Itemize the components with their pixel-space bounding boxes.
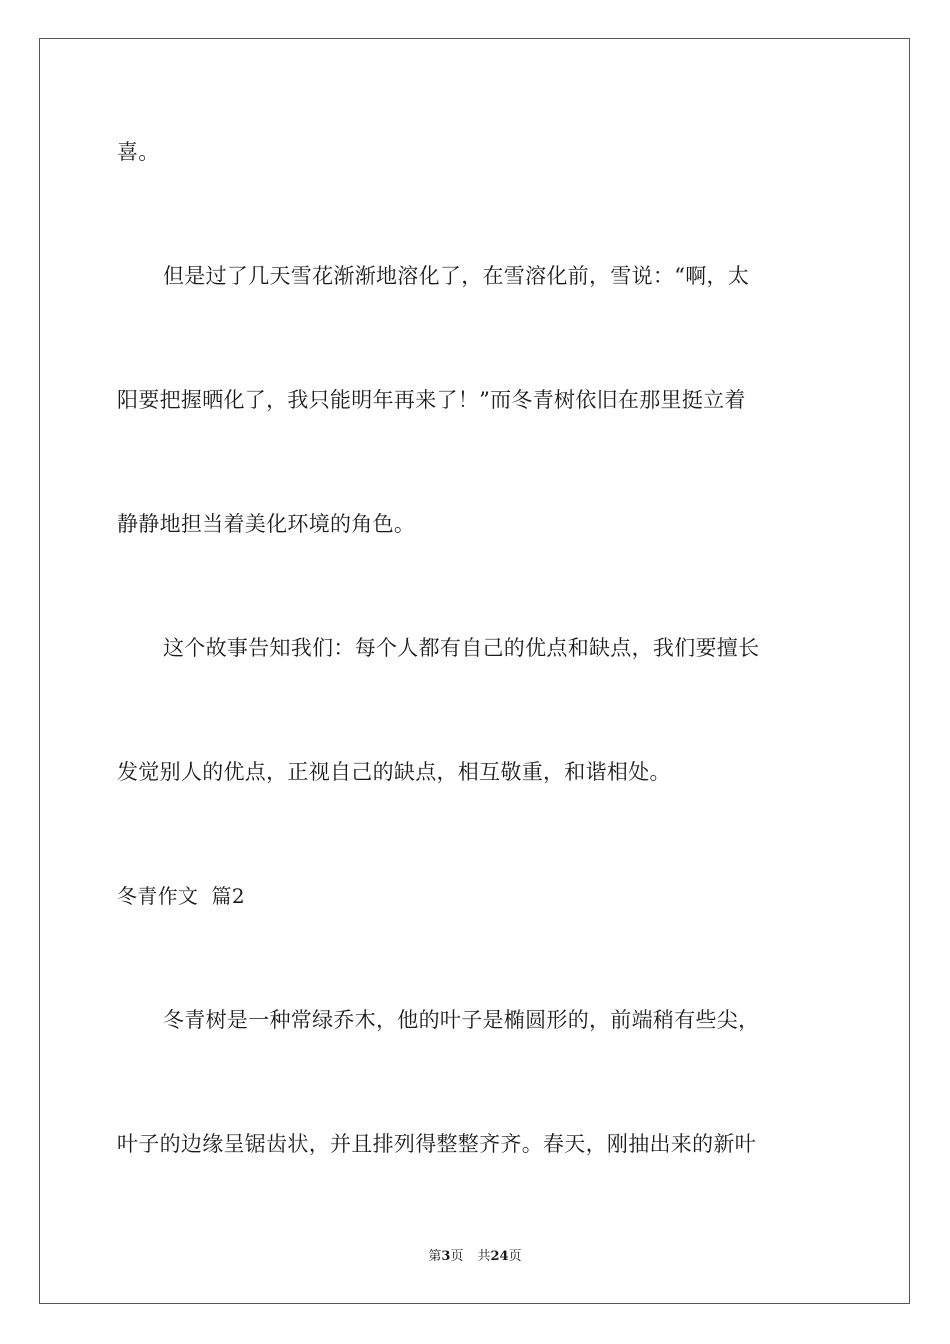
footer-prefix: 第	[428, 1249, 442, 1264]
footer-page-suffix: 页	[450, 1249, 464, 1264]
paragraph-line: 这个故事告知我们：每个人都有自己的优点和缺点，我们要擅长	[163, 636, 760, 660]
current-page-number: 3	[441, 1249, 451, 1264]
paragraph-line: 静静地担当着美化环境的角色。	[117, 512, 416, 536]
paragraph-line: 叶子的边缘呈锯齿状，并且排列得整整齐齐。春天，刚抽出来的新叶	[117, 1132, 756, 1156]
total-pages-number: 24	[490, 1249, 509, 1264]
footer-total-suffix: 页	[508, 1249, 522, 1264]
paragraph-line: 但是过了几天雪花渐渐地溶化了，在雪溶化前，雪说：“啊，太	[163, 264, 750, 288]
page-border	[39, 38, 910, 1304]
section-heading: 冬青作文 篇2	[117, 884, 245, 908]
page-footer	[0, 1248, 950, 1266]
paragraph-line: 发觉别人的优点，正视自己的缺点，相互敬重，和谐相处。	[117, 760, 671, 784]
paragraph-line: 冬青树是一种常绿乔木，他的叶子是椭圆形的，前端稍有些尖，	[163, 1008, 760, 1032]
footer-total-prefix: 共	[477, 1249, 491, 1264]
paragraph-line: 阳要把握晒化了，我只能明年再来了！”而冬青树依旧在那里挺立着	[117, 388, 746, 412]
paragraph-line: 喜。	[117, 140, 160, 164]
